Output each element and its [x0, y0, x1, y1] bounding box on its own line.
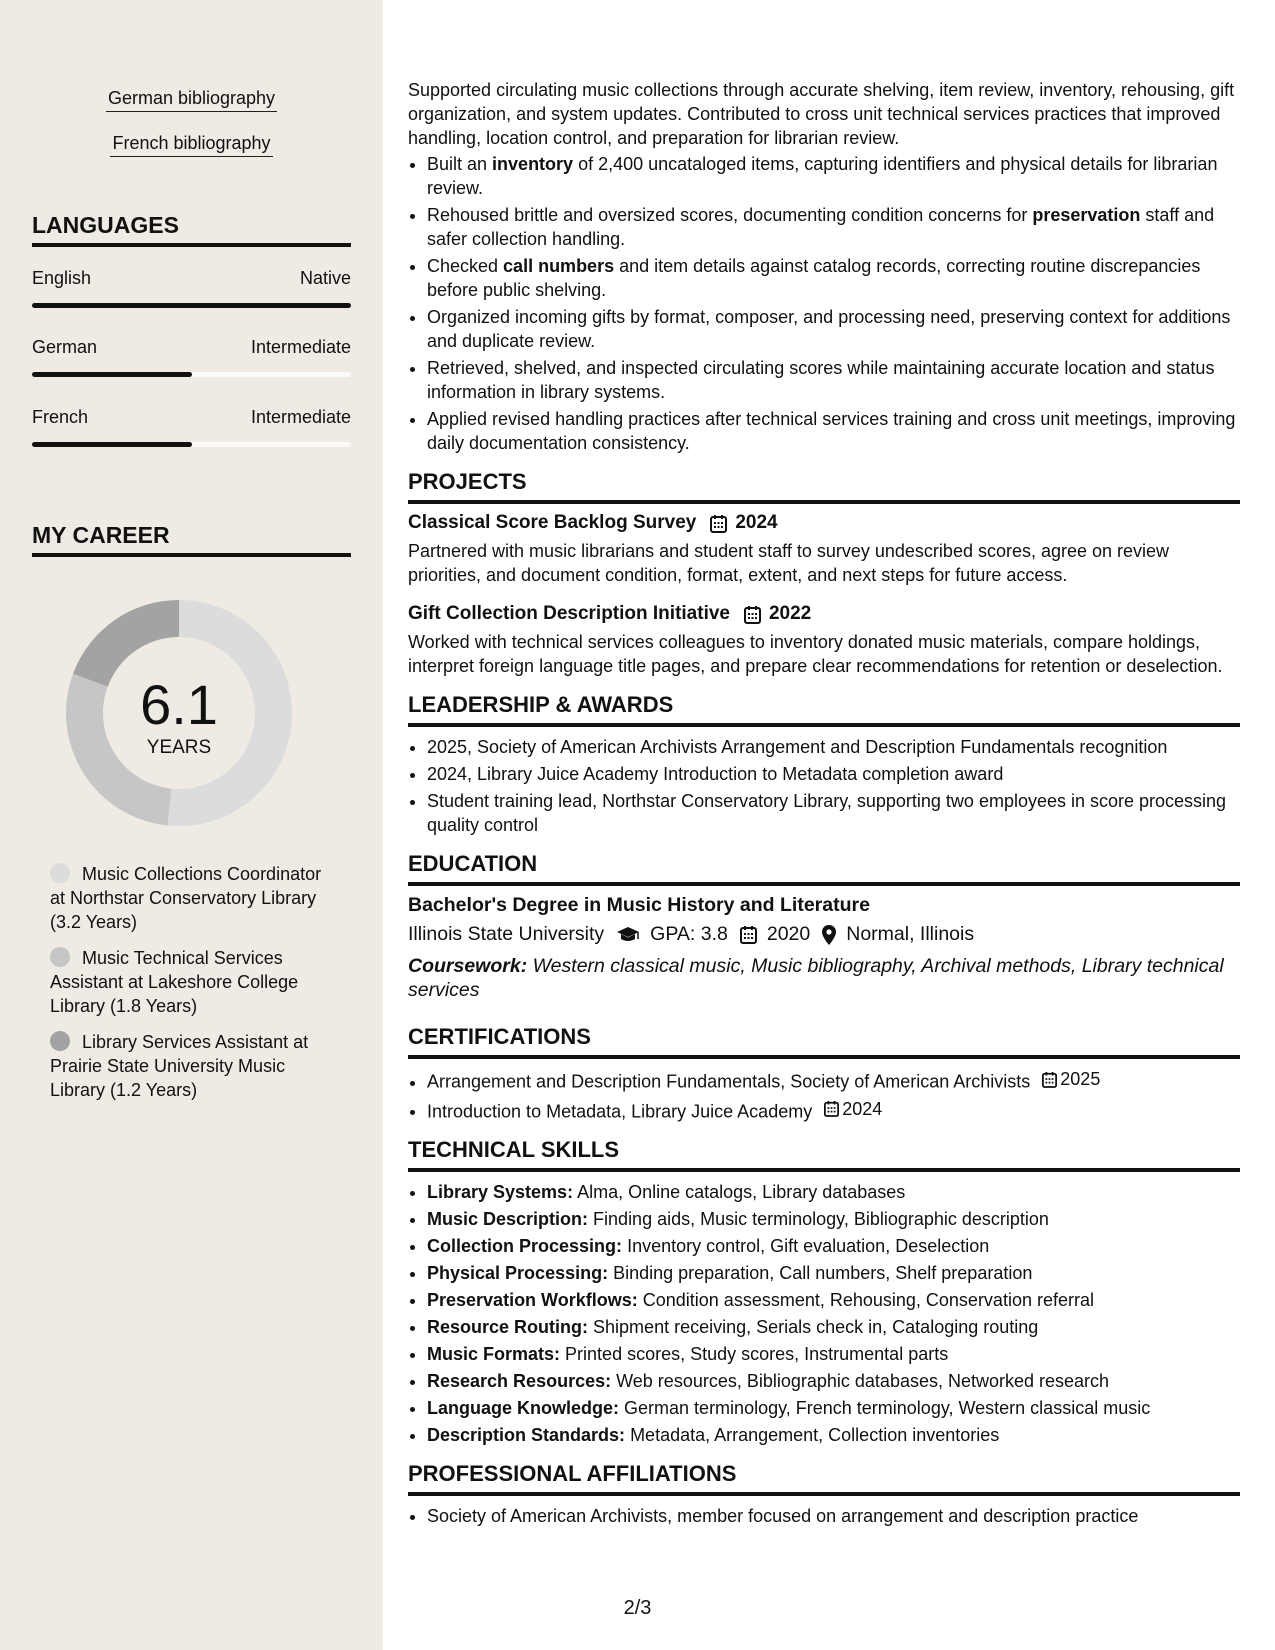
education-meta — [408, 923, 1240, 946]
list-item: • Student training lead, Northstar Conservatory Library, supporting two employees in score processing quality control — [427, 789, 1240, 837]
list-item: • Introduction to Metadata, Library Juice Academy 2024 — [427, 1097, 1240, 1124]
legend-dot-icon — [50, 863, 70, 883]
career-item: Music Technical Services Assistant at Lakeshore College Library (1.8 Years) — [50, 948, 299, 1016]
list-item: • Music Formats: Printed scores, Study scores, Instrumental parts — [427, 1342, 1240, 1366]
project-title: Classical Score Backlog Survey 2024 — [408, 512, 778, 533]
project-year: 2022 — [768, 603, 812, 624]
career-list — [50, 862, 340, 1114]
map-pin-icon — [822, 925, 836, 945]
list-item: • Description Standards: Metadata, Arrangement, Collection inventories — [427, 1423, 1240, 1447]
language-bar — [32, 442, 351, 447]
project-year: 2024 — [735, 512, 778, 533]
list-item: • 2024, Library Juice Academy Introduction to Metadata completion award — [427, 762, 1240, 786]
list-item: • Music Description: Finding aids, Music terminology, Bibliographic description — [427, 1207, 1240, 1231]
gpa: GPA: 3.8 — [650, 923, 728, 945]
list-item: • Arrangement and Description Fundamentals, Society of American Archivists 2025 — [427, 1067, 1240, 1094]
list-item: • Library Systems: Alma, Online catalogs, Library databases — [427, 1180, 1240, 1204]
leadership-list — [408, 735, 1240, 837]
interest-tag: French bibliography — [0, 133, 383, 157]
experience-bullets — [408, 152, 1240, 455]
degree-title: Bachelor's Degree in Music History and Literature — [408, 894, 870, 916]
page-number: 2/3 — [623, 1597, 652, 1619]
languages-heading: LANGUAGES — [32, 212, 351, 247]
skills-heading: TECHNICAL SKILLS — [408, 1137, 1240, 1172]
list-item: • Research Resources: Web resources, Bibliographic databases, Networked research — [427, 1369, 1240, 1393]
list-item: • Preservation Workflows: Condition assessment, Rehousing, Conservation referral — [427, 1288, 1240, 1312]
language-item — [32, 268, 351, 308]
language-name: English — [32, 268, 92, 288]
list-item: • Retrieved, shelved, and inspected circulating scores while maintaining accurate location and status information in library systems. — [427, 356, 1240, 404]
list-item: • Rehoused brittle and oversized scores, documenting condition concerns for preservation staff and safer collection handling. — [427, 203, 1240, 251]
project-title: Gift Collection Description Initiative 2022 — [408, 603, 812, 624]
graduation-cap-icon — [616, 926, 640, 944]
interest-tag: German bibliography — [0, 88, 383, 112]
language-level: Intermediate — [250, 337, 351, 357]
language-name: German — [32, 337, 98, 357]
career-unit: YEARS — [146, 737, 212, 758]
career-item: Library Services Assistant at Prairie State University Music Library (1.2 Years) — [50, 1032, 309, 1100]
graduation-year: 2020 — [766, 923, 811, 945]
language-bar-fill — [32, 303, 351, 308]
list-item: • Society of American Archivists, member focused on arrangement and description practice — [427, 1504, 1240, 1528]
list-item: • Built an inventory of 2,400 uncataloged items, capturing identifiers and physical details for librarian review. — [427, 152, 1240, 200]
education-heading: EDUCATION — [408, 851, 1240, 886]
certifications-list — [408, 1067, 1240, 1123]
project-description: Worked with technical services colleagues to inventory donated music materials, compare holdings, interpret foreign language title pages, and prepare clear recommendations for retention or deselection. — [408, 632, 1223, 676]
career-total: 6.1 — [140, 673, 218, 736]
list-item: • Organized incoming gifts by format, composer, and processing need, preserving context for additions and duplicate review. — [427, 305, 1240, 353]
career-heading: MY CAREER — [32, 522, 351, 557]
affiliations-list — [408, 1504, 1240, 1528]
sidebar — [0, 0, 383, 1650]
school-location: Normal, Illinois — [846, 923, 975, 945]
list-item: • Physical Processing: Binding preparation, Call numbers, Shelf preparation — [427, 1261, 1240, 1285]
career-donut-chart — [66, 600, 292, 826]
language-item — [32, 337, 351, 377]
calendar-icon — [710, 514, 727, 533]
list-item: • Language Knowledge: German terminology, French terminology, Western classical music — [427, 1396, 1240, 1420]
projects-heading: PROJECTS — [408, 469, 1240, 504]
calendar-icon — [740, 925, 757, 944]
skills-list — [408, 1180, 1240, 1447]
list-item: • Applied revised handling practices after technical services training and cross unit meetings, improving daily documentation consistency. — [427, 407, 1240, 455]
calendar-icon — [744, 605, 761, 624]
list-item: • Collection Processing: Inventory control, Gift evaluation, Deselection — [427, 1234, 1240, 1258]
list-item: • 2025, Society of American Archivists Arrangement and Description Fundamentals recognition — [427, 735, 1240, 759]
certifications-heading: CERTIFICATIONS — [408, 1024, 1240, 1059]
leadership-heading: LEADERSHIP & AWARDS — [408, 692, 1240, 727]
list-item: • Checked call numbers and item details against catalog records, correcting routine discrepancies before public shelving. — [427, 254, 1240, 302]
coursework: Coursework: Western classical music, Music bibliography, Archival methods, Library technical services — [408, 955, 1224, 1001]
language-name: French — [32, 407, 89, 427]
school-name: Illinois State University — [408, 923, 605, 945]
main-content — [408, 78, 1240, 1531]
language-item — [32, 407, 351, 447]
language-bar-fill — [32, 372, 192, 377]
affiliations-heading: PROFESSIONAL AFFILIATIONS — [408, 1461, 1240, 1496]
language-bar-fill — [32, 442, 192, 447]
language-level: Intermediate — [250, 407, 351, 427]
legend-dot-icon — [50, 947, 70, 967]
language-level: Native — [299, 268, 351, 288]
career-item: Music Collections Coordinator at Northstar Conservatory Library (3.2 Years) — [50, 864, 322, 932]
project-description: Partnered with music librarians and student staff to survey undescribed scores, agree on review priorities, and document condition, format, extent, and next steps for future access. — [408, 541, 1170, 585]
list-item: • Resource Routing: Shipment receiving, Serials check in, Cataloging routing — [427, 1315, 1240, 1339]
legend-dot-icon — [50, 1031, 70, 1051]
calendar-icon — [824, 1100, 839, 1117]
language-bar — [32, 372, 351, 377]
language-bar — [32, 303, 351, 308]
experience-summary: Supported circulating music collections through accurate shelving, item review, inventory, rehousing, gift organization, and system updates. Contributed to cross unit technical services practices that improved handling, location control, and preparation for librarian review. — [408, 80, 1235, 148]
calendar-icon — [1042, 1071, 1057, 1088]
